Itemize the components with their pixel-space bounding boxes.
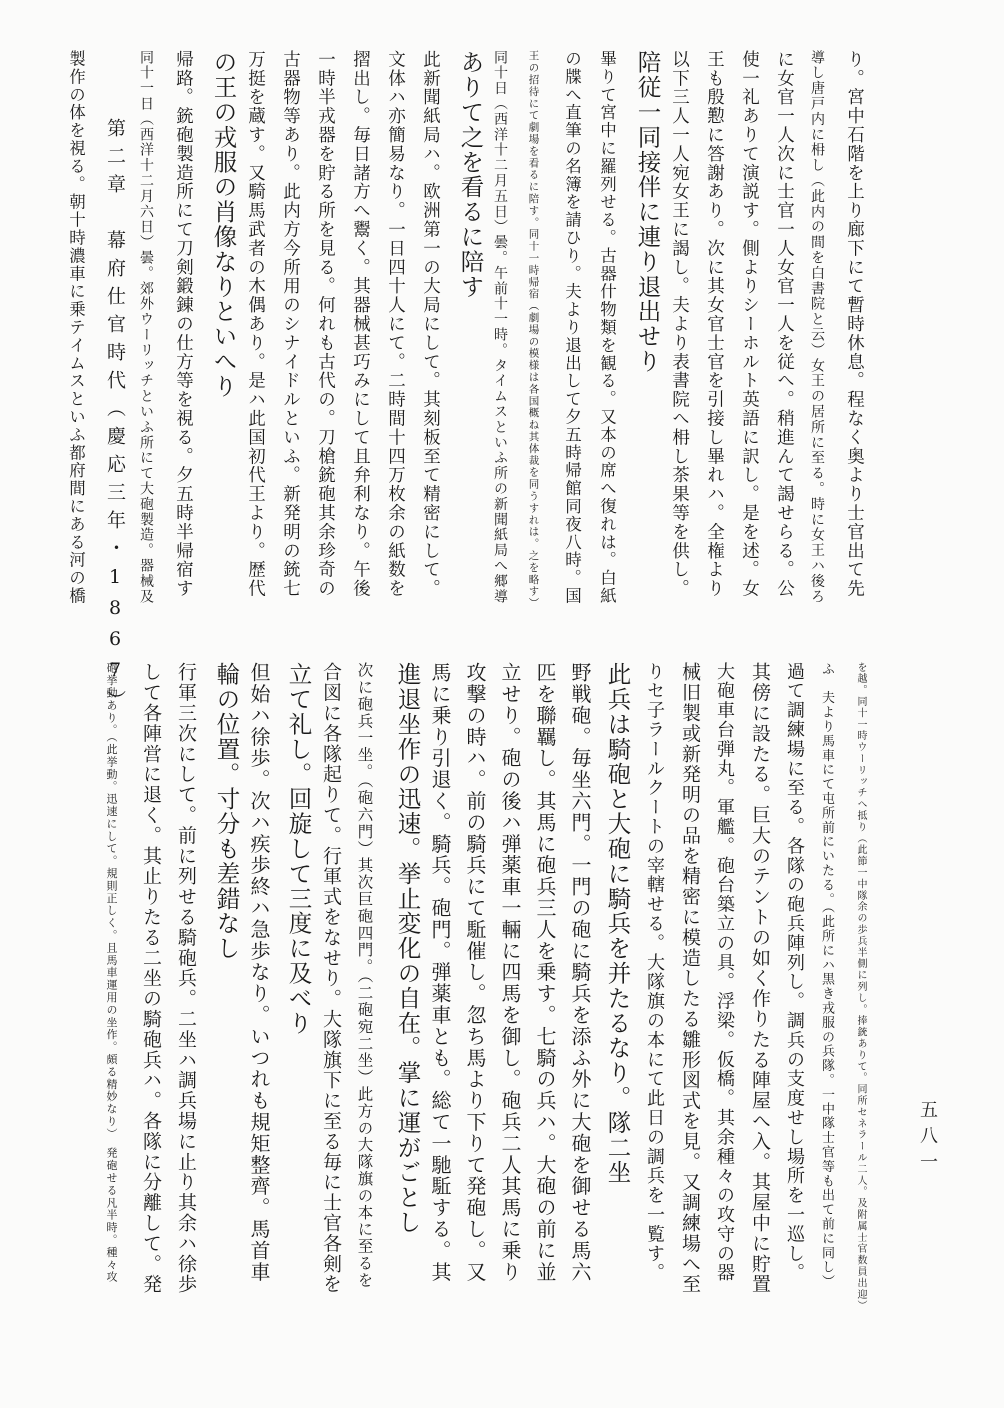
text-column: 以下三人一人宛女王に謁し。夫より表書院へ枏し茶果等を供し。	[669, 50, 690, 599]
text-column: 此新聞紙局ハ。欧洲第一の大局にして。其刻板至て精密にして。	[420, 50, 441, 599]
text-column: 械旧製或新発明の品を精密に模造したる雛形図式を見。又調練場へ至	[679, 662, 701, 1295]
text-column: 使一礼ありて演説す。側よりシーホルト英語に訳し。是を述。女	[739, 50, 760, 599]
text-column: 馬に乗り引退く。騎兵。砲門。弾薬車とも。総て一馳駈する。其	[428, 662, 452, 1283]
text-column: りセ子ラールクートの宰轄せる。大隊旗の本にて此日の調兵を一覧す。	[644, 662, 665, 1283]
text-column: 進退坐作の迅速。挙止変化の自在。掌に運がごとし	[393, 662, 422, 1235]
text-column: 導し唐戸内に枏し（此内の間を白書院と云）女王の居所に至る。時に女王ハ後ろ	[809, 50, 825, 605]
text-column: 同十日（西洋十二月五日）曇。午前十一時。タイムスといふ所の新聞紙局へ郷導	[492, 50, 508, 605]
text-column: 立せり。砲の後ハ弾薬車一輛に四馬を御し。砲兵二人其馬に乗り	[498, 662, 522, 1283]
text-column: 一時半戎器を貯る所を見る。何れも古代の。刀槍銃砲其余珍奇の	[315, 50, 336, 599]
text-column: 万挺を蔵す。又騎馬武者の木偶あり。是ハ此国初代王より。歴代	[245, 50, 266, 599]
text-column: 畢りて宮中に羅列せる。古器什物類を観る。又本の席へ復れは。白紙	[597, 50, 617, 605]
text-column: 砲挙動あり。（此挙動。迅速にして。規則正しく。且馬車運用の坐作。頗る精妙なり） 発砲せる凡半時。種々攻	[105, 662, 118, 1284]
text-column: ありて之を看るに陪す	[456, 50, 485, 299]
text-column: 攻撃の時ハ。前の騎兵にて駈催し。忽ち馬より下りて発砲し。又	[463, 662, 487, 1283]
text-column: 王も殷懃に答謝あり。次に其女官士官を引接し畢れハ。全権より	[704, 50, 725, 599]
text-column: 匹を聯羈し。其馬に砲兵三人を乗す。七騎の兵ハ。大砲の前に並	[533, 662, 557, 1283]
text-column: 輪の位置。寸分も差錯なし	[212, 662, 241, 961]
text-column: 摺出し。毎日諸方へ鬻く。其器械甚巧みにして且弁利なり。午後	[350, 50, 371, 599]
text-column: 過て調練場に至る。各隊の砲兵陣列し。調兵の支度せし場所を一巡し。	[784, 662, 805, 1283]
text-column: 此兵は騎砲と大砲に騎兵を并たるなり。隊二坐	[603, 662, 632, 1185]
text-column: 大砲車台弾丸。軍艦。砲台築立の具。浮梁。仮橋。其余種々の攻守の器	[714, 662, 735, 1283]
text-column: 次に砲兵一坐。（砲六門）其次巨砲四門。（二砲宛二坐）此方の大隊旗の本に至るを	[355, 662, 374, 1289]
text-column: 文体ハ亦簡易なり。一日四十人にて。二時間十四万枚余の紙数を	[385, 50, 406, 599]
text-column: の牒へ直筆の名簿を請ひり。夫より退出して夕五時帰館同夜八時。国	[562, 50, 582, 605]
text-column: 製作の体を視る。朝十時濃車に乗テイムスといふ都府間にある河の橋	[66, 50, 86, 605]
text-column: を越。同十一時ウーリッチへ抵り（此節一中隊余の歩兵半側に列し。捧銃ありて。同所セネラール二人。及附属士官数員出迎）	[855, 662, 866, 1312]
text-column: 其傍に設たる。巨大のテントの如く作りたる陣屋へ入。其屋中に貯置	[749, 662, 771, 1295]
text-column: 立て礼し。回旋して三度に及べり	[284, 662, 313, 1036]
text-column: 王の招待にて劇場を看るに陪す。同十一時帰宿（劇場の模様は各国概ね其体裁を同うすれは。之を略す）	[527, 50, 540, 610]
text-column: 野戦砲。毎坐六門。一門の砲に騎兵を添ふ外に大砲を御せる馬六	[568, 662, 592, 1283]
chapter-header: 第二章 幕府仕官時代（慶応三年・1867）	[104, 118, 126, 718]
page-number: 五八一	[917, 1100, 938, 1178]
text-column: り。宮中石階を上り廊下にて暫時休息。程なく奥より士官出て先	[844, 50, 865, 599]
text-column: 同十一日（西洋十二月六日）曇。郊外ウーリッチといふ所にて大砲製造。器械及	[138, 50, 154, 605]
text-column: 合図に各隊起りて。行軍式をなせり。大隊旗下に至る毎に士官各剣を	[320, 662, 342, 1295]
text-column: 帰路。銃砲製造所にて刀剣鍛錬の仕方等を視る。夕五時半帰宿す	[173, 50, 194, 599]
text-column: 陪従一同接伴に連り退出せり	[633, 50, 662, 374]
text-column: ふ 夫より馬車にて屯所前にいたる。（此所にハ黒き戎服の兵隊。一中隊士官等も出て前に同し）	[819, 662, 834, 1290]
text-column: に女官一人次に士官一人女官一人を従へ。稍進んて謁せらる。公	[774, 50, 795, 599]
text-column: の王の戎服の肖像なりといへり	[209, 50, 238, 399]
text-column: して各陣営に退く。其止りたる二坐の騎砲兵ハ。各隊に分離して。発	[140, 662, 162, 1295]
text-column: 但始ハ徐歩。次ハ疾歩終ハ急歩なり。いつれも規矩整齊。馬首車	[247, 662, 271, 1283]
text-column: 行軍三次にして。前に列せる騎砲兵。二坐ハ調兵場に止り其余ハ徐歩	[175, 662, 197, 1295]
text-column: 古器物等あり。此内方今所用のシナイドルといふ。新発明の銃七	[280, 50, 301, 599]
